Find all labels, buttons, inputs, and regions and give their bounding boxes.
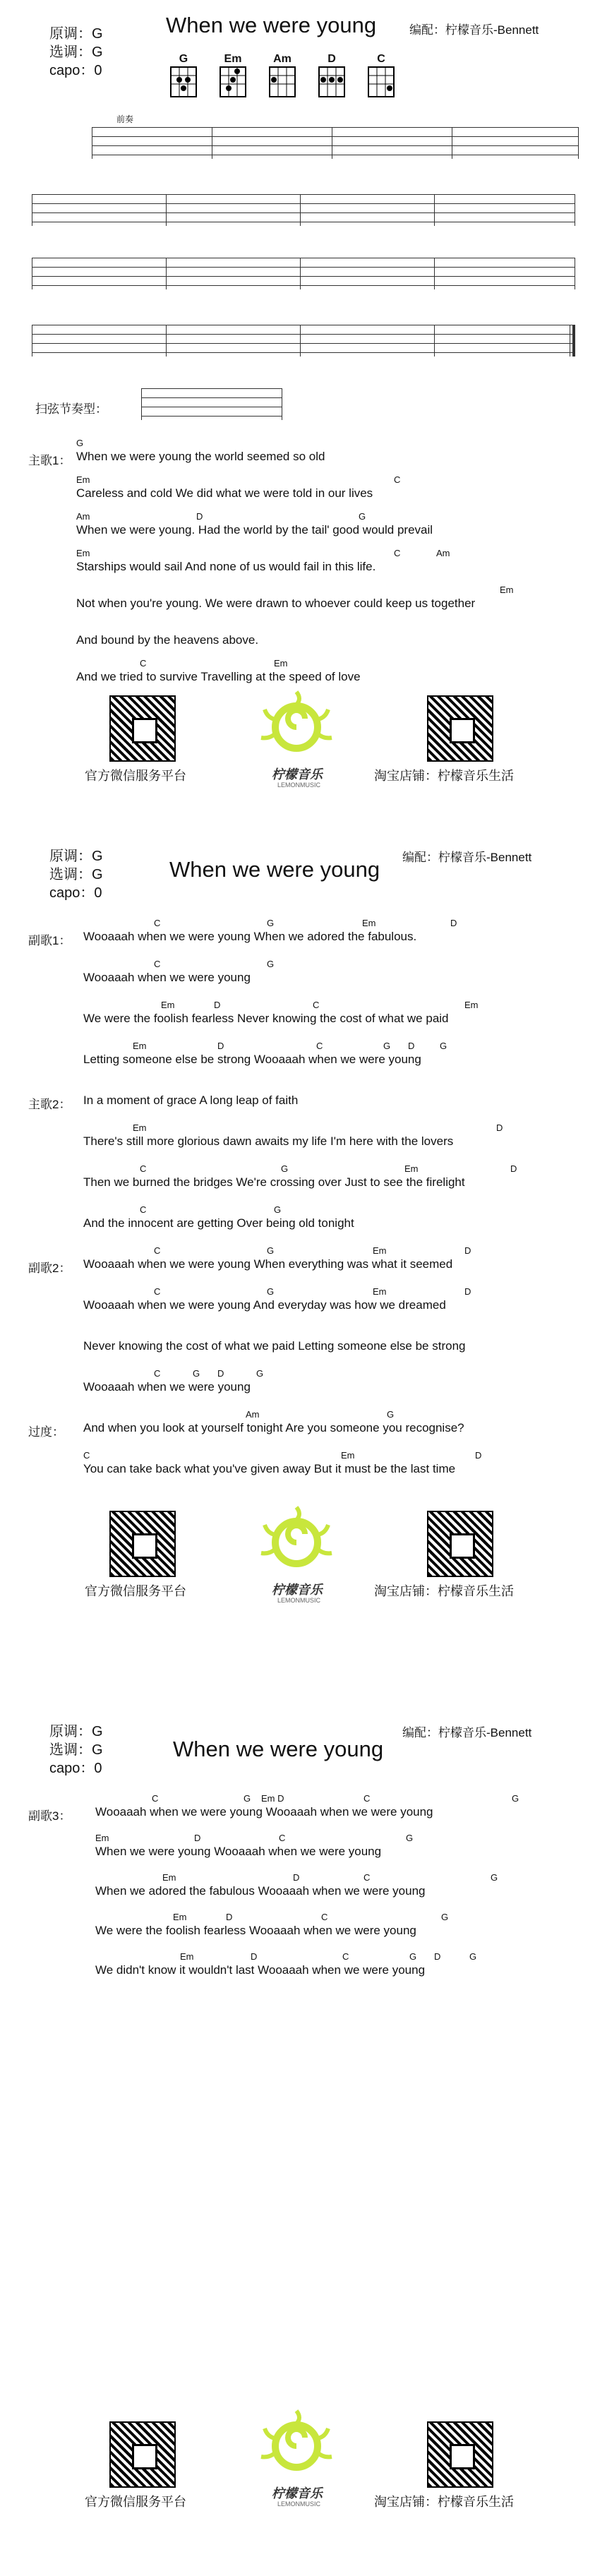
lyric-line: Then we burned the bridges We're crossing over Just to see the firelight: [83, 1175, 465, 1189]
fretboard-icon: [169, 66, 198, 100]
arranger: 编配：柠檬音乐-Bennett: [409, 23, 539, 37]
chord-diagram-c: [360, 53, 402, 103]
lyric-line: Wooaaah when we were young When everything was what it seemed: [83, 1257, 453, 1271]
chord-symbol: G: [383, 1041, 391, 1051]
lyric-line: Wooaaah when we were young Wooaaah when we were young: [95, 1805, 433, 1819]
chord-symbol: Em: [274, 658, 288, 669]
capo: capo：0: [49, 1761, 102, 1776]
selected-key: 选调：G: [49, 1742, 103, 1758]
original-key: 原调：G: [49, 849, 103, 864]
chord-symbol: C: [342, 1951, 349, 1962]
chord-diagram-am: [261, 53, 304, 103]
capo: capo：0: [49, 63, 102, 78]
chord-symbol: C: [363, 1793, 371, 1804]
key-info: [49, 1723, 103, 1778]
chord-symbol: G: [267, 1245, 275, 1256]
chord-symbol: G: [469, 1951, 477, 1962]
logo-text: 柠檬音乐: [272, 2486, 323, 2500]
tab-staff-1: [92, 127, 579, 162]
taobao-shop-text: 淘宝店铺：柠檬音乐生活: [374, 2495, 514, 2509]
chord-symbol: Em: [76, 548, 90, 558]
chord-symbol: Em: [162, 1872, 176, 1883]
fretboard-icon: [219, 66, 247, 100]
lemon-music-logo: [244, 681, 349, 787]
lyric-line: When we were young Wooaaah when we were young: [95, 1845, 382, 1858]
chord-name: G: [179, 53, 188, 65]
footer: [0, 1511, 607, 1624]
chord-symbol: G: [193, 1368, 200, 1379]
chord-symbol: C: [140, 1204, 147, 1215]
chord-symbol: D: [510, 1163, 517, 1174]
lemon-music-logo: [244, 2400, 349, 2506]
lyric-line: When we were young the world seemed so old: [76, 450, 325, 463]
chord-symbol: G: [76, 438, 84, 448]
page-2: [0, 847, 607, 1715]
lemon-music-logo: [244, 1497, 349, 1602]
logo-text: 柠檬音乐: [272, 767, 323, 781]
tab-staff-4: [32, 325, 575, 360]
lyric-line: And bound by the heavens above.: [76, 633, 259, 647]
chord-symbol: C: [83, 1450, 90, 1461]
chord-symbol: Em: [373, 1286, 387, 1297]
chord-symbol: Em: [464, 1000, 479, 1010]
lyric-line: Wooaaah when we were young: [83, 971, 251, 984]
fretboard-icon: [318, 66, 346, 100]
lyric-line: Starships would sail And none of us would fail in this life.: [76, 560, 376, 573]
chord-symbol: G: [406, 1833, 414, 1843]
chord-symbol: G: [267, 918, 275, 928]
lyric-line: When we were young. Had the world by the tail' good would prevail: [76, 523, 433, 537]
chord-symbol: C: [394, 548, 401, 558]
lyric-line: We didn't know it wouldn't last Wooaaah when we were young: [95, 1963, 426, 1977]
chord-symbol: G: [256, 1368, 264, 1379]
chord-symbol: G: [244, 1793, 251, 1804]
lyric-line: Wooaaah when we were young And everyday was how we dreamed: [83, 1298, 446, 1312]
chord-symbol: C: [154, 1245, 161, 1256]
chord-symbol: G: [267, 959, 275, 969]
chord-symbol: D: [464, 1245, 471, 1256]
chord-symbol: D: [194, 1833, 201, 1843]
wechat-platform-text: 官方微信服务平台: [85, 2495, 186, 2509]
chord-symbol: Em D: [261, 1793, 284, 1804]
chord-symbol: C: [321, 1912, 328, 1922]
logo-subtext: LEMONMUSIC: [277, 1597, 321, 1604]
chord-symbol: C: [313, 1000, 320, 1010]
lyric-line: Never knowing the cost of what we paid Letting someone else be strong: [83, 1339, 466, 1353]
page-1: [0, 0, 607, 847]
chord-symbol: D: [475, 1450, 482, 1461]
arranger: 编配：柠檬音乐-Bennett: [402, 851, 532, 864]
chord-symbol: C: [279, 1833, 286, 1843]
chord-symbol: Em: [95, 1833, 109, 1843]
lyric-line: And we tried to survive Travelling at the speed of love: [76, 670, 361, 683]
section-label: 过度：: [28, 1425, 64, 1439]
taobao-shop-text: 淘宝店铺：柠檬音乐生活: [374, 769, 514, 783]
chord-symbol: C: [154, 918, 161, 928]
chord-symbol: Em: [133, 1041, 147, 1051]
wechat-qr-code: [109, 695, 176, 762]
chord-symbol: Am: [76, 511, 90, 522]
taobao-qr-code: [427, 1511, 493, 1577]
chord-symbol: D: [214, 1000, 221, 1010]
wechat-qr-code: [109, 1511, 176, 1577]
chord-symbol: D: [496, 1122, 503, 1133]
lyric-line: Wooaaah when we were young When we adored the fabulous.: [83, 930, 417, 943]
chord-symbol: Em: [362, 918, 376, 928]
chord-symbol: Em: [180, 1951, 194, 1962]
chord-name: Em: [224, 53, 242, 65]
original-key: 原调：G: [49, 1724, 103, 1739]
taobao-qr-code: [427, 695, 493, 762]
section-label: 副歌3：: [28, 1809, 71, 1823]
chord-symbol: D: [464, 1286, 471, 1297]
tab-staff-2: [32, 194, 575, 229]
original-key: 原调：G: [49, 26, 103, 42]
key-info: [49, 847, 103, 902]
section-label: 主歌1：: [28, 454, 71, 467]
chord-symbol: D: [217, 1041, 224, 1051]
tab-staff-3: [32, 258, 575, 293]
strum-label: 扫弦节奏型：: [35, 402, 107, 416]
chord-symbol: G: [409, 1951, 417, 1962]
section-label: 副歌1：: [28, 934, 71, 947]
chord-symbol: C: [394, 474, 401, 485]
chord-symbol: Em: [133, 1122, 147, 1133]
chord-symbol: C: [154, 959, 161, 969]
chord-symbol: G: [267, 1286, 275, 1297]
sun-swirl-icon: [244, 2400, 349, 2485]
chord-symbol: G: [281, 1163, 289, 1174]
logo-subtext: LEMONMUSIC: [277, 781, 321, 789]
chord-name: Am: [273, 53, 292, 65]
fretboard-icon: [367, 66, 395, 100]
lyric-line: In a moment of grace A long leap of faith: [83, 1094, 299, 1107]
key-info: [49, 25, 103, 80]
lyric-line: Letting someone else be strong Wooaaah when we were young: [83, 1053, 421, 1066]
wechat-platform-text: 官方微信服务平台: [85, 1584, 186, 1598]
chord-symbol: G: [512, 1793, 519, 1804]
chord-symbol: C: [316, 1041, 323, 1051]
lyric-line: And when you look at yourself tonight Are you someone you recognise?: [83, 1421, 464, 1434]
chord-symbol: Em: [341, 1450, 355, 1461]
page-3: [0, 1715, 607, 2576]
fretboard-icon: [268, 66, 296, 100]
chord-symbol: C: [154, 1286, 161, 1297]
sun-swirl-icon: [244, 1497, 349, 1581]
chord-symbol: G: [491, 1872, 498, 1883]
wechat-platform-text: 官方微信服务平台: [85, 769, 186, 783]
chord-symbol: G: [359, 511, 366, 522]
chord-symbol: Em: [161, 1000, 175, 1010]
chord-symbol: D: [408, 1041, 415, 1051]
capo: capo：0: [49, 885, 102, 901]
selected-key: 选调：G: [49, 44, 103, 60]
chord-symbol: Em: [404, 1163, 419, 1174]
chord-symbol: G: [274, 1204, 282, 1215]
sun-swirl-icon: [244, 681, 349, 766]
taobao-qr-code: [427, 2421, 493, 2488]
lyric-line: Wooaaah when we were young: [83, 1380, 251, 1394]
chord-symbol: Em: [500, 585, 514, 595]
chord-name: C: [377, 53, 385, 65]
chord-symbol: D: [434, 1951, 441, 1962]
song-title: When we were young: [166, 13, 377, 37]
chord-symbol: Am: [246, 1409, 260, 1420]
lyric-line: Not when you're young. We were drawn to whoever could keep us together: [76, 597, 476, 610]
chord-symbol: D: [226, 1912, 233, 1922]
chord-symbol: G: [441, 1912, 449, 1922]
lyric-line: We were the foolish fearless Wooaaah when we were young: [95, 1924, 416, 1937]
chord-symbol: Em: [173, 1912, 187, 1922]
chord-symbol: D: [251, 1951, 258, 1962]
section-label: 副歌2：: [28, 1262, 71, 1275]
footer: [0, 695, 607, 808]
logo-subtext: LEMONMUSIC: [277, 2500, 321, 2508]
chord-symbol: D: [293, 1872, 300, 1883]
lyric-line: And the innocent are getting Over being old tonight: [83, 1216, 354, 1230]
chord-symbol: D: [196, 511, 203, 522]
chord-symbol: D: [450, 918, 457, 928]
selected-key: 选调：G: [49, 867, 103, 882]
chord-symbol: G: [387, 1409, 395, 1420]
chord-symbol: Em: [76, 474, 90, 485]
strum-pattern-staff: [141, 388, 282, 424]
chord-symbol: D: [217, 1368, 224, 1379]
lyric-line: You can take back what you've given away But it must be the last time: [83, 1462, 456, 1475]
section-label: 主歌2：: [28, 1098, 71, 1111]
chord-symbol: C: [152, 1793, 159, 1804]
chord-symbol: C: [363, 1872, 371, 1883]
chord-symbol: C: [140, 658, 147, 669]
chord-diagram-g: [162, 53, 205, 103]
lyric-line: When we adored the fabulous Wooaaah when we were young: [95, 1884, 426, 1898]
lyric-line: We were the foolish fearless Never knowing the cost of what we paid: [83, 1012, 449, 1025]
chord-symbol: C: [154, 1368, 161, 1379]
chord-name: D: [327, 53, 336, 65]
taobao-shop-text: 淘宝店铺：柠檬音乐生活: [374, 1584, 514, 1598]
song-title: When we were young: [173, 1737, 384, 1761]
chord-diagram-em: [212, 53, 254, 103]
chord-diagram-d: [311, 53, 353, 103]
lyric-line: Careless and cold We did what we were told in our lives: [76, 486, 373, 500]
chord-symbol: G: [440, 1041, 447, 1051]
wechat-qr-code: [109, 2421, 176, 2488]
chord-symbol: Em: [373, 1245, 387, 1256]
chord-symbol: C: [140, 1163, 147, 1174]
lyric-line: There's still more glorious dawn awaits my life I'm here with the lovers: [83, 1134, 454, 1148]
intro-label: 前奏: [116, 114, 134, 124]
arranger: 编配：柠檬音乐-Bennett: [402, 1726, 532, 1739]
footer: [0, 2421, 607, 2534]
chord-symbol: Am: [436, 548, 450, 558]
song-title: When we were young: [169, 857, 380, 882]
logo-text: 柠檬音乐: [272, 1583, 323, 1597]
